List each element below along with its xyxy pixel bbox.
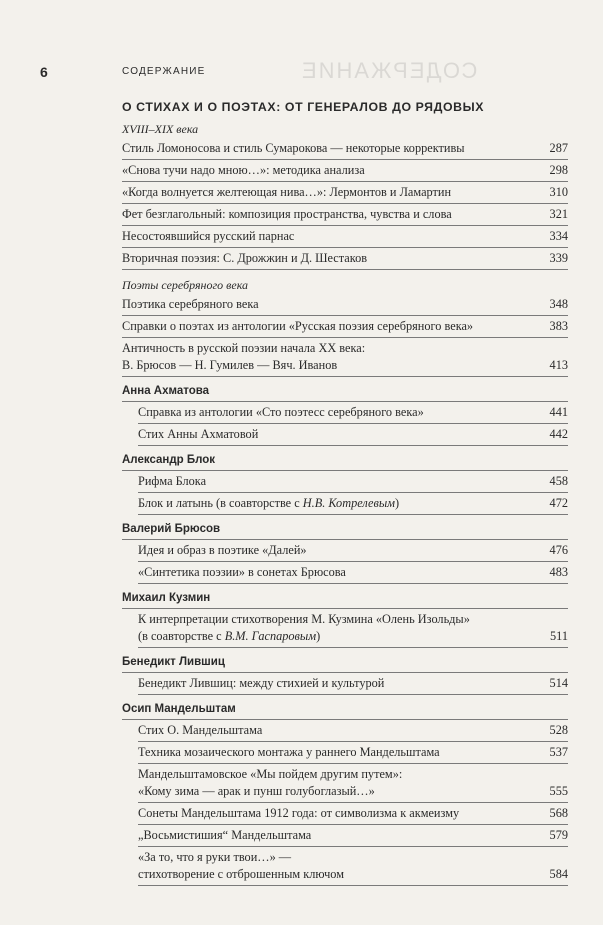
title-text: Поэтика серебряного века	[122, 297, 259, 311]
page-number-ref: 310	[549, 185, 568, 199]
bleed-through-text: СОДЕРЖАНИЕ	[300, 58, 478, 83]
entry-title	[138, 404, 538, 421]
title-close: )	[316, 629, 321, 643]
page-number-ref: 511	[550, 629, 568, 643]
page-number-ref: 334	[549, 229, 568, 243]
toc-entry	[138, 471, 568, 493]
toc-entry	[122, 338, 568, 377]
title-text: Блок и латынь (в соавторстве с	[138, 496, 303, 510]
entry-title	[138, 495, 538, 512]
entry-title	[122, 318, 538, 335]
author-heading: Осип Мандельштам	[122, 701, 568, 720]
toc-entry	[138, 493, 568, 515]
title-text: Справка из антологии «Сто поэтесс серебряного века»	[138, 405, 424, 419]
page-number-ref: 472	[549, 496, 568, 510]
entry-title	[138, 805, 538, 822]
author-heading: Бенедикт Лившиц	[122, 654, 568, 673]
part-title: О СТИХАХ И О ПОЭТАХ: ОТ ГЕНЕРАЛОВ ДО РЯДОВЫХ	[122, 100, 485, 114]
title-text: Рифма Блока	[138, 474, 207, 488]
author-heading: Анна Ахматова	[122, 383, 568, 402]
toc-entry	[138, 825, 568, 847]
page-number-ref: 441	[549, 405, 568, 419]
title-text: Сонеты Мандельштама 1912 года: от символизма к акмеизму	[138, 806, 460, 820]
title-line-2	[138, 783, 538, 800]
toc-entry	[138, 540, 568, 562]
toc-entry	[122, 294, 568, 316]
page-number-ref: 483	[549, 565, 568, 579]
entry-title	[138, 675, 538, 692]
page-number-ref: 584	[549, 867, 568, 881]
toc-entry	[122, 182, 568, 204]
entry-title	[122, 250, 538, 267]
page-number-ref: 555	[549, 784, 568, 798]
entry-title	[138, 473, 538, 490]
toc-entry	[122, 138, 568, 160]
title-line-1: «За то, что я руки твои…» —	[138, 850, 292, 864]
page-number-ref: 528	[549, 723, 568, 737]
title-line-1: К интерпретации стихотворения М. Кузмина «Олень Изольды»	[138, 612, 470, 626]
entry-title	[122, 184, 538, 201]
page-number-ref: 413	[549, 358, 568, 372]
title-text: Стих О. Мандельштама	[138, 723, 263, 737]
entry-title	[122, 162, 538, 179]
page-number-ref: 383	[549, 319, 568, 333]
coauthor-name: В.М. Гаспаровым	[224, 629, 317, 643]
title-line-2	[122, 357, 538, 374]
title-text: Стиль Ломоносова и стиль Сумарокова — некоторые коррективы	[122, 141, 465, 155]
title-text: Стих Анны Ахматовой	[138, 427, 259, 441]
title-text: Фет безглагольный: композиция пространства, чувства и слова	[122, 207, 452, 221]
page-number-ref: 458	[549, 474, 568, 488]
toc-entry	[122, 204, 568, 226]
table-of-contents	[122, 100, 568, 886]
entry-title	[138, 542, 538, 559]
author-heading: Валерий Брюсов	[122, 521, 568, 540]
page-number-ref: 514	[549, 676, 568, 690]
toc-entry	[122, 248, 568, 270]
title-text: Вторичная поэзия: С. Дрожжин и Д. Шестаков	[122, 251, 368, 265]
toc-entry	[122, 160, 568, 182]
author-heading: Михаил Кузмин	[122, 590, 568, 609]
entry-title	[138, 722, 538, 739]
entry-title	[122, 206, 538, 223]
toc-entry	[122, 316, 568, 338]
page-number-ref: 537	[549, 745, 568, 759]
title-line-2	[138, 628, 538, 645]
page-number-ref: 442	[549, 427, 568, 441]
page-number-ref: 579	[549, 828, 568, 842]
section-subheading: Поэты серебряного века	[122, 278, 249, 292]
toc-entry	[138, 609, 568, 648]
author-heading: Александр Блок	[122, 452, 568, 471]
entry-title	[122, 340, 538, 374]
title-line-2	[138, 866, 538, 883]
toc-entry	[122, 226, 568, 248]
page-number: 6	[40, 64, 48, 80]
entry-title	[138, 827, 538, 844]
section-subheading: XVIII–XIX века	[122, 122, 199, 136]
entry-title	[122, 296, 538, 313]
title-line-2-text: В. Брюсов — Н. Гумилев — Вяч. Иванов	[122, 358, 338, 372]
toc-entry	[138, 424, 568, 446]
page-number-ref: 287	[549, 141, 568, 155]
coauthor-name: Н.В. Котрелевым	[302, 496, 396, 510]
title-text: Техника мозаического монтажа у раннего Мандельштама	[138, 745, 440, 759]
title-line-1: Античность в русской поэзии начала XX века:	[122, 341, 366, 355]
title-text: «Синтетика поэзии» в сонетах Брюсова	[138, 565, 346, 579]
page-number-ref: 476	[549, 543, 568, 557]
toc-entry	[138, 720, 568, 742]
entry-title	[138, 564, 538, 581]
title-line-1: Мандельштамовское «Мы пойдем другим путем»:	[138, 767, 403, 781]
entry-title	[138, 426, 538, 443]
title-text: «Снова тучи надо мною…»: методика анализа	[122, 163, 365, 177]
title-text: „Восьмистишия“ Мандельштама	[138, 828, 312, 842]
toc-entry	[138, 764, 568, 803]
running-head: СОДЕРЖАНИЕ	[122, 66, 206, 77]
page-number-ref: 339	[549, 251, 568, 265]
page-number-ref: 568	[549, 806, 568, 820]
toc-entry	[138, 562, 568, 584]
title-line-2-text: стихотворение с отброшенным ключом	[138, 867, 344, 881]
entry-title	[122, 228, 538, 245]
title-line-2-text: (в соавторстве с	[138, 629, 225, 643]
toc-entry	[138, 803, 568, 825]
title-line-2-text: «Кому зима — арак и пунш голубоглазый…»	[138, 784, 375, 798]
page-number-ref: 321	[549, 207, 568, 221]
toc-entry	[138, 847, 568, 886]
toc-entry	[138, 673, 568, 695]
entry-title	[138, 611, 538, 645]
entry-title	[138, 744, 538, 761]
page-number-ref: 348	[549, 297, 568, 311]
title-close: )	[395, 496, 400, 510]
toc-list	[122, 120, 568, 886]
entry-title	[122, 140, 538, 157]
entry-title	[138, 766, 538, 800]
title-text: Бенедикт Лившиц: между стихией и культурой	[138, 676, 385, 690]
title-text: «Когда волнуется желтеющая нива…»: Лермонтов и Ламартин	[122, 185, 452, 199]
title-text: Несостоявшийся русский парнас	[122, 229, 295, 243]
entry-title	[138, 849, 538, 883]
toc-entry	[138, 742, 568, 764]
page-number-ref: 298	[549, 163, 568, 177]
title-text: Справки о поэтах из антологии «Русская поэзия серебряного века»	[122, 319, 474, 333]
title-text: Идея и образ в поэтике «Далей»	[138, 543, 307, 557]
toc-entry	[138, 402, 568, 424]
